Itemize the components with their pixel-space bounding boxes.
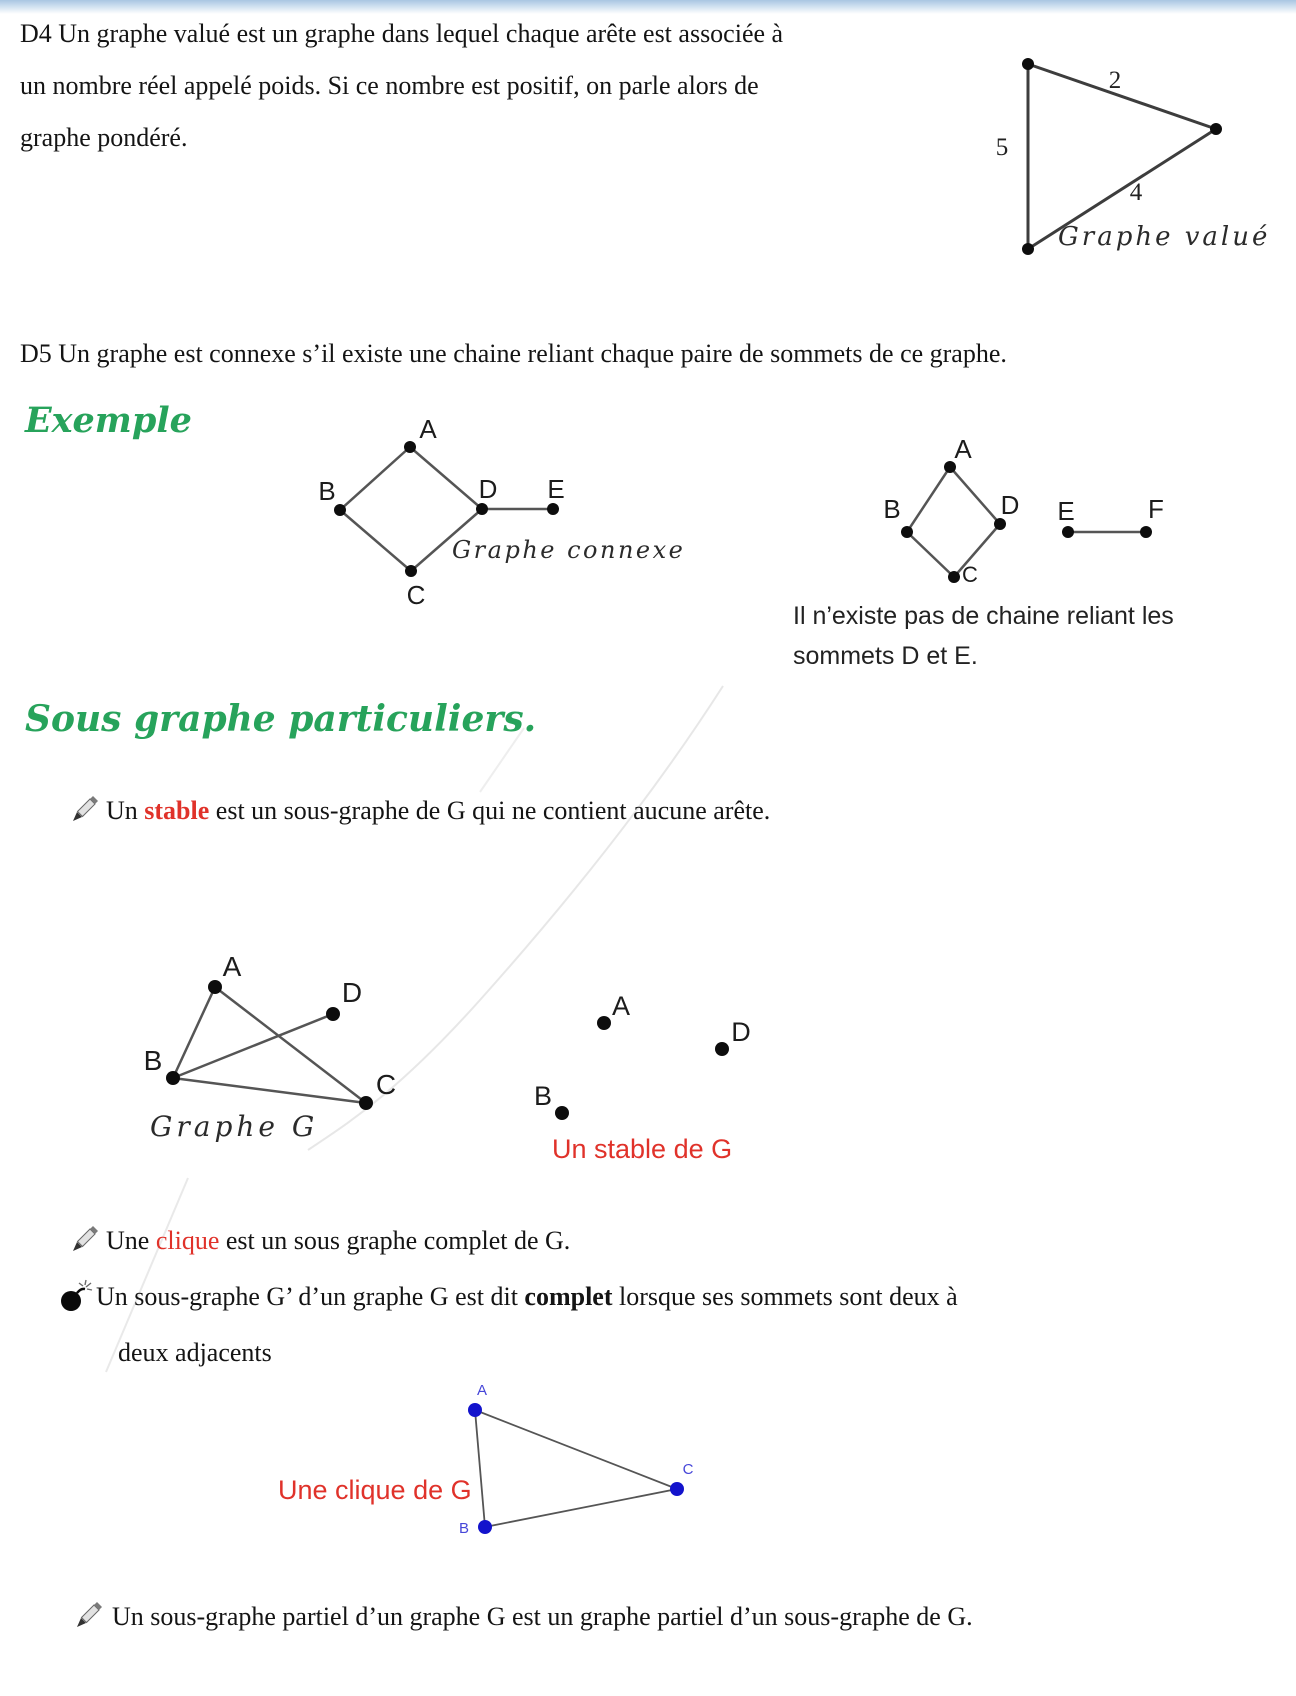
complet-definition-line-2: deux adjacents [118, 1338, 272, 1367]
label-d: D [341, 977, 363, 1008]
edge-top [1028, 64, 1216, 129]
edge-a-b [340, 447, 410, 510]
label-c-partial: C [962, 562, 978, 587]
vertex-c [405, 565, 417, 577]
vertex-b [478, 1520, 492, 1534]
pencil-icon [70, 1222, 102, 1254]
edge-a-b [475, 1410, 485, 1527]
edge-b-c [485, 1489, 677, 1527]
label-a: A [222, 951, 242, 982]
edge-a-d [410, 447, 482, 509]
graphe-g-figure [120, 930, 420, 1120]
stable-figure [520, 985, 780, 1130]
exemple-heading: Exemple [25, 400, 192, 441]
weight-bottom: 4 [1129, 179, 1143, 206]
vertex-d [326, 1007, 340, 1021]
label-b: B [883, 494, 901, 524]
complet-post: lorsque ses sommets sont deux à [612, 1282, 958, 1311]
connexe-graph-figure [280, 390, 680, 620]
vertex-a [404, 441, 416, 453]
label-d: D [1000, 490, 1020, 520]
label-b: B [143, 1045, 163, 1076]
complet-keyword: complet [524, 1282, 613, 1311]
vertex-top [1022, 58, 1034, 70]
edge-b-c [907, 532, 954, 577]
stable-pre: Un [106, 796, 145, 825]
pencil-icon [74, 1598, 106, 1630]
vertex-bottom [1022, 243, 1034, 255]
label-d: D [478, 474, 498, 504]
label-b: B [318, 476, 336, 506]
label-a: A [476, 1382, 488, 1399]
note-line-2: sommets D et E. [793, 642, 978, 670]
vertex-b [901, 526, 913, 538]
vertex-a [597, 1016, 611, 1030]
vertex-d [476, 503, 488, 515]
vertex-d [715, 1042, 729, 1056]
label-e: E [1057, 496, 1075, 526]
complet-pre: Un sous-graphe G’ d’un graphe G est dit [96, 1282, 525, 1311]
label-b: B [458, 1520, 470, 1537]
clique-definition [106, 1226, 570, 1256]
d5-definition: D5 Un graphe est connexe s’il existe une chaine reliant chaque paire de sommets de ce graphe. [20, 339, 1007, 368]
d4-line-2: un nombre réel appelé poids. Si ce nombre est positif, on parle alors de [20, 71, 759, 100]
partial-subgraph-definition: Un sous-graphe partiel d’un graphe G est un graphe partiel d’un sous-graphe de G. [112, 1602, 973, 1631]
note-line-1: Il n’existe pas de chaine reliant les [793, 602, 1174, 630]
disconnected-note [793, 596, 1174, 676]
weight-left: 5 [995, 134, 1009, 161]
clique-post: est un sous graphe complet de G. [219, 1226, 571, 1255]
vertex-e [1062, 526, 1074, 538]
bomb-icon [58, 1278, 94, 1314]
edge-a-b [907, 467, 950, 532]
label-a: A [419, 414, 437, 444]
vertex-c [670, 1482, 684, 1496]
edge-a-d [950, 467, 1000, 524]
vertex-a [208, 980, 222, 994]
label-f: F [1148, 494, 1164, 524]
label-b: B [533, 1081, 553, 1111]
clique-figure [420, 1378, 750, 1553]
graphe-g-caption: Graphe G [150, 1110, 319, 1143]
edge-a-c [475, 1410, 677, 1489]
label-c: C [682, 1461, 694, 1478]
edge-b-c [340, 510, 411, 571]
vertex-right [1210, 123, 1222, 135]
weight-top: 2 [1108, 67, 1122, 94]
d4-line-3: graphe pondéré. [20, 123, 188, 152]
vertex-c [948, 571, 960, 583]
d4-line-1: D4 Un graphe valué est un graphe dans lequel chaque arête est associée à [20, 19, 784, 48]
pencil-icon [70, 792, 102, 824]
label-e: E [547, 474, 565, 504]
vertex-c [359, 1096, 373, 1110]
label-a: A [611, 991, 631, 1021]
disconnected-graph-figure [860, 430, 1200, 600]
sous-graphe-heading: Sous graphe particuliers. [25, 698, 537, 740]
stable-figure-caption: Un stable de G [552, 1134, 733, 1164]
stable-post: est un sous-graphe de G qui ne contient aucune arête. [209, 796, 771, 825]
stable-keyword: stable [144, 796, 210, 825]
label-d: D [731, 1017, 751, 1047]
vertex-b [334, 504, 346, 516]
vertex-b [555, 1106, 569, 1120]
stable-definition [106, 796, 770, 826]
clique-keyword: clique [155, 1226, 220, 1255]
d4-definition [20, 8, 783, 164]
valued-graph-caption: Graphe valué [1058, 222, 1271, 252]
label-c: C [375, 1069, 397, 1100]
label-c: C [406, 580, 426, 610]
vertex-f [1140, 526, 1152, 538]
vertex-b [166, 1071, 180, 1085]
complet-definition-line-1 [96, 1282, 958, 1312]
clique-pre: Une [106, 1226, 156, 1255]
vertex-a [468, 1403, 482, 1417]
connexe-graph-caption: Graphe connexe [452, 536, 686, 564]
vertex-e [547, 503, 559, 515]
label-a: A [954, 434, 972, 464]
clique-figure-caption: Une clique de G [278, 1475, 472, 1505]
